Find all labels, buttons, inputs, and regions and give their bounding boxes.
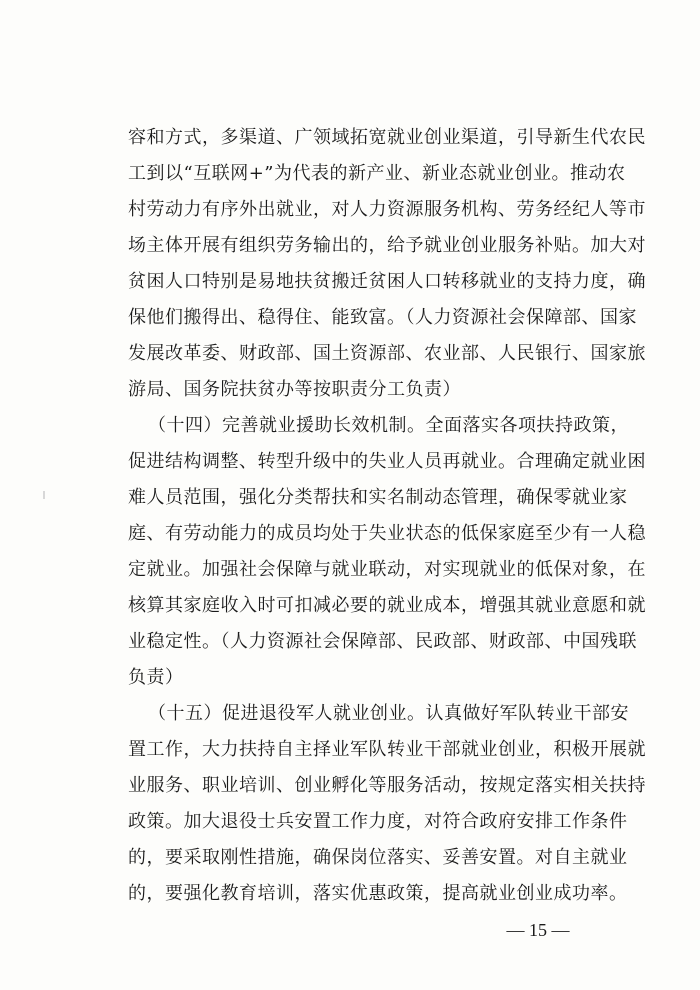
section-heading-line: （十四）完善就业援助长效机制。全面落实各项扶持政策， — [148, 415, 629, 436]
scan-speck — [43, 491, 45, 499]
text-line: 庭、有劳动能力的成员均处于失业状态的低保家庭至少有一人稳 — [128, 523, 646, 544]
text-line: 游局、国务院扶贫办等按职责分工负责） — [128, 379, 461, 400]
text-line: 业服务、职业培训、创业孵化等服务活动，按规定落实相关扶持 — [128, 775, 646, 796]
text-line: 的，要强化教育培训，落实优惠政策，提高就业创业成功率。 — [128, 883, 628, 904]
text-line: 发展改革委、财政部、国土资源部、农业部、人民银行、国家旅 — [128, 343, 646, 364]
text-line: 促进结构调整、转型升级中的失业人员再就业。合理确定就业困 — [128, 451, 646, 472]
text-line: 政策。加大退役士兵安置工作力度，对符合政府安排工作条件 — [128, 811, 628, 832]
text-line: 的，要采取刚性措施，确保岗位落实、妥善安置。对自主就业 — [128, 847, 628, 868]
text-line: 置工作，大力扶持自主择业军队转业干部就业创业，积极开展就 — [128, 739, 646, 760]
text-line: 核算其家庭收入时可扣减必要的就业成本，增强其就业意愿和就 — [128, 595, 646, 616]
text-line: 村劳动力有序外出就业，对人力资源服务机构、劳务经纪人等市 — [128, 199, 646, 220]
text-line: 贫困人口特别是易地扶贫搬迁贫困人口转移就业的支持力度，确 — [128, 271, 646, 292]
page-number: — 15 — — [506, 920, 570, 940]
text-line: 定就业。加强社会保障与就业联动，对实现就业的低保对象，在 — [128, 559, 646, 580]
text-line: 保他们搬得出、稳得住、能致富。（人力资源社会保障部、国家 — [128, 307, 637, 328]
text-line: 场主体开展有组织劳务输出的，给予就业创业服务补贴。加大对 — [128, 235, 646, 256]
text-line: 业稳定性。（人力资源社会保障部、民政部、财政部、中国残联 — [128, 631, 637, 652]
text-line: 负责） — [128, 667, 184, 688]
section-heading-line: （十五）促进退役军人就业创业。认真做好军队转业干部安 — [148, 703, 629, 724]
text-line: 容和方式，多渠道、广领域拓宽就业创业渠道，引导新生代农民 — [128, 127, 646, 148]
text-line: 工到以“互联网+”为代表的新产业、新业态就业创业。推动农 — [128, 163, 626, 184]
text-line: 难人员范围，强化分类帮扶和实名制动态管理，确保零就业家 — [128, 487, 628, 508]
